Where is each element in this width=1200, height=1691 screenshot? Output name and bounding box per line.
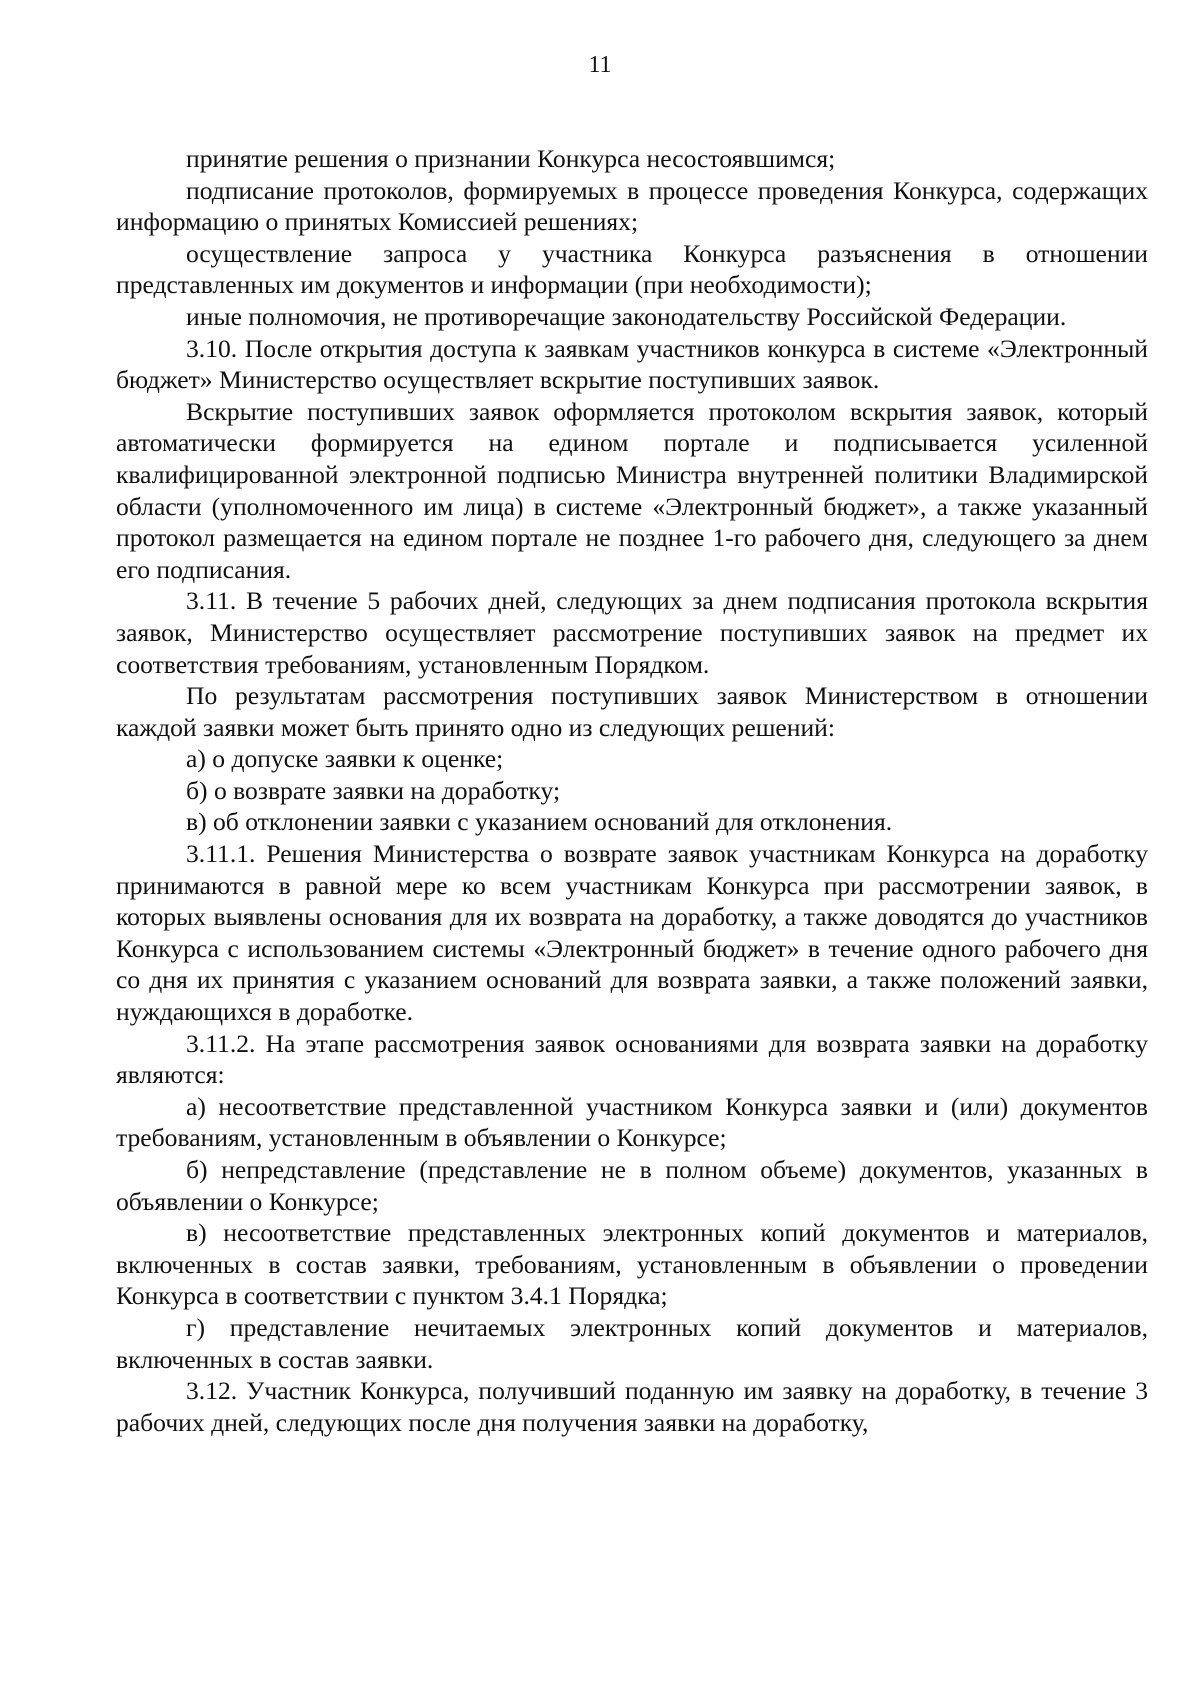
list-item-unreadable: г) представление нечитаемых электронных копий документов и материалов, включенных в состав заявки. [116,1312,1148,1374]
list-item-admit: а) о допуске заявки к оценке; [186,744,504,774]
paragraph-opening-protocol: Вскрытие поступивших заявок оформляется протоколом вскрытия заявок, который автоматически формируется на едином портале и подписывается усиленной квалифицированной электронной подписью Министра внутренней политики Владимирской области (уполномоченного им лица) в системе «Электронный бюджет», а также указанный протокол размещается на едином портале не позднее 1-го рабочего дня, следующего за днем его подписания. [116,396,1148,584]
paragraph-review-results: По результатам рассмотрения поступивших заявок Министерством в отношении каждой заявки может быть принято одно из следующих решений: [116,681,1148,742]
paragraph-3-10: 3.10. После открытия доступа к заявкам участников конкурса в системе «Электронный бюджет» Министерство осуществляет вскрытие поступивших заявок. [116,333,1148,395]
paragraph-3-11-1: 3.11.1. Решения Министерства о возврате заявок участникам Конкурса на доработку принимаются в равной мере ко всем участникам Конкурса при рассмотрении заявок, в которых выявлены основания для их возврата на доработку, а также доводятся до участников Конкурса с использованием системы «Электронный бюджет» в течение одного рабочего дня со дня их принятия с указанием оснований для возврата заявки, а также положений заявки, нуждающихся в доработке. [116,839,1148,1027]
list-item-return: б) о возврате заявки на доработку; [186,775,561,805]
paragraph-other-powers: иные полномочия, не противоречащие законодательству Российской Федерации. [186,301,1067,331]
paragraph-3-12: 3.12. Участник Конкурса, получивший поданную им заявку на доработку, в течение 3 рабочих дней, следующих после дня получения заявки на доработку, [116,1376,1148,1437]
page-number: 11 [588,52,612,78]
list-item-copies-mismatch: в) несоответствие представленных электронных копий документов и материалов, включенных в состав заявки, требованиям, установленным в объявлении о проведении Конкурса в соответствии с пунктом 3.4.1 Порядка; [116,1218,1148,1311]
paragraph-signing-protocols: подписание протоколов, формируемых в процессе проведения Конкурса, содержащих информацию о принятых Комиссией решениях; [116,175,1148,237]
paragraph-decision-failed: принятие решения о признании Конкурса несостоявшимся; [186,144,836,173]
list-item-not-submitted: б) непредставление (представление не в полном объеме) документов, указанных в объявлении о Конкурсе; [116,1155,1148,1216]
list-item-reject: в) об отклонении заявки с указанием оснований для отклонения. [186,807,893,837]
document-body [116,143,1148,1438]
paragraph-3-11-2: 3.11.2. На этапе рассмотрения заявок основаниями для возврата заявки на доработку являются: [116,1028,1148,1090]
paragraph-3-11: 3.11. В течение 5 рабочих дней, следующих за днем подписания протокола вскрытия заявок, Министерство осуществляет рассмотрение поступивших заявок на предмет их соответствия требованиям, установленным Порядком. [116,586,1148,679]
paragraph-request-clarification: осуществление запроса у участника Конкурса разъяснения в отношении представленных им документов и информации (при необходимости); [116,238,1148,300]
list-item-mismatch: а) несоответствие представленной участником Конкурса заявки и (или) документов требованиям, установленным в объявлении о Конкурсе; [116,1091,1148,1153]
